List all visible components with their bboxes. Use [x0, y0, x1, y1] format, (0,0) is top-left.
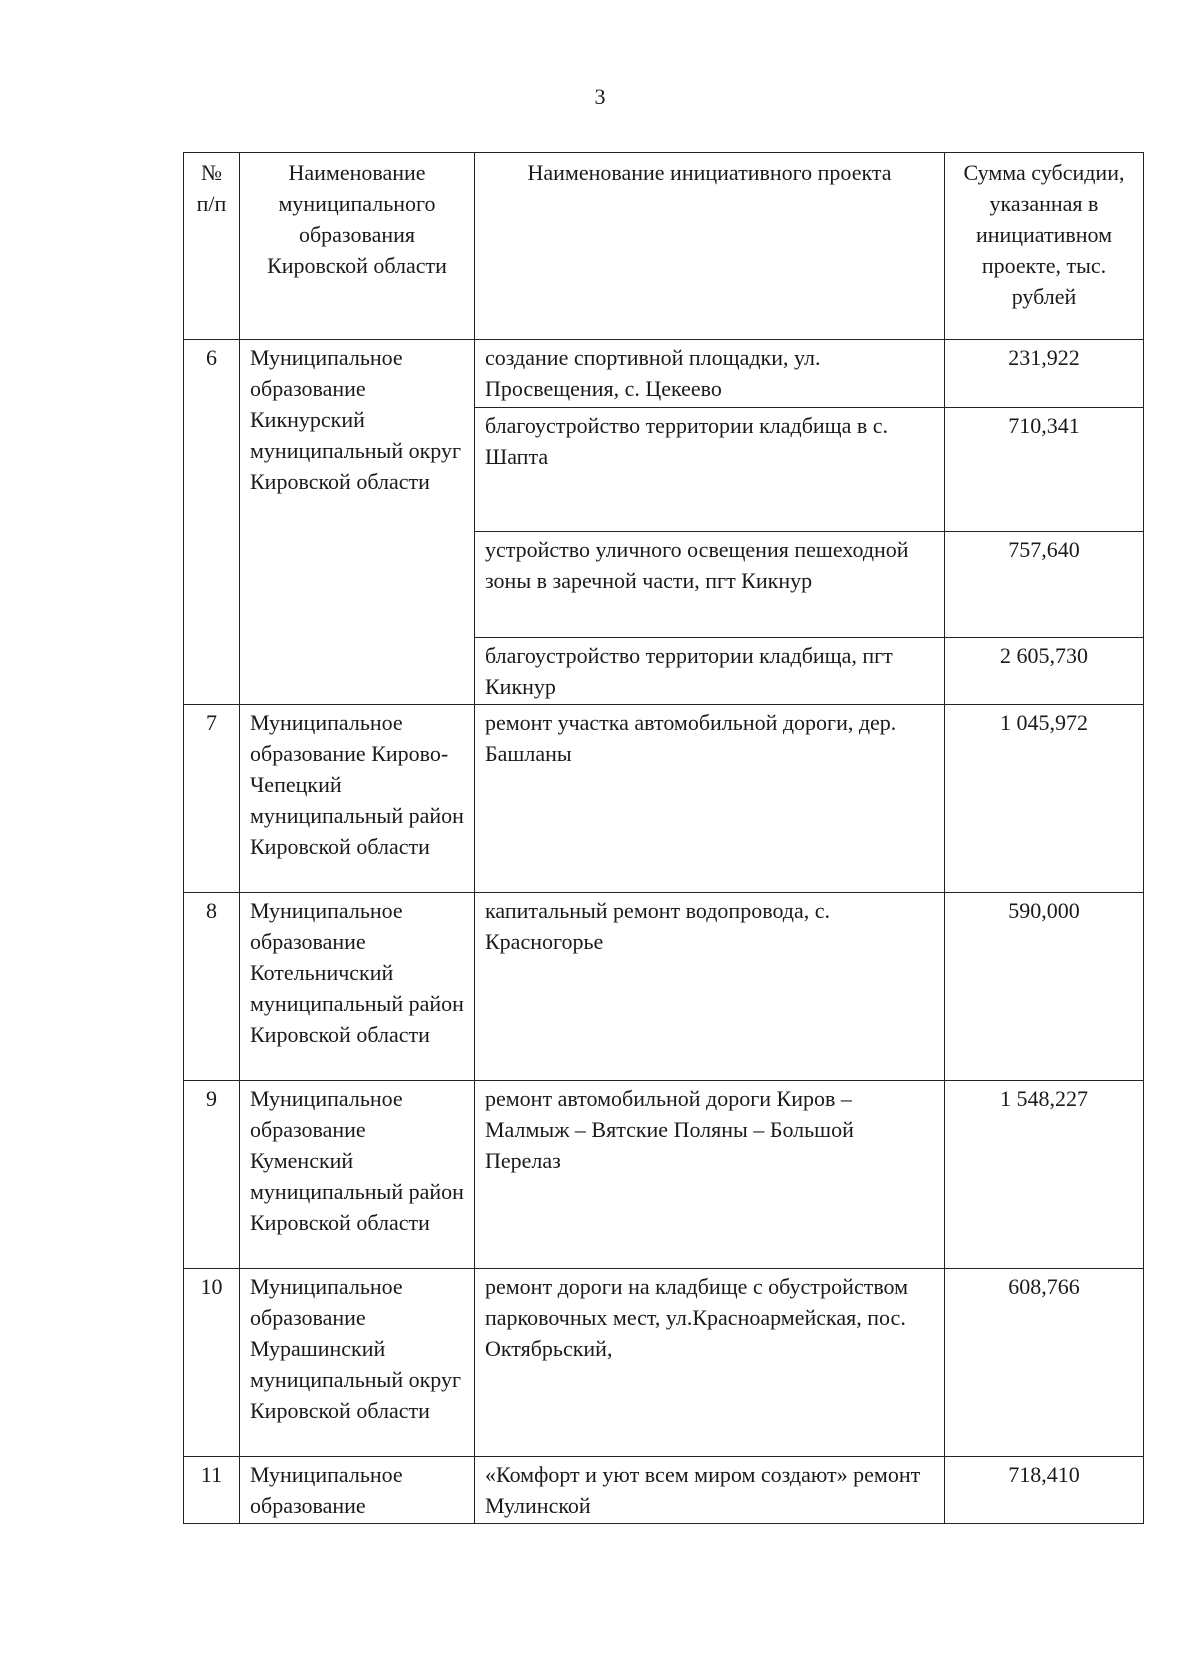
row-sum: 757,640 [945, 532, 1144, 638]
row-project: благоустройство территории кладбища в с. Шапта [475, 408, 945, 532]
row-project: создание спортивной площадки, ул. Просвещения, с. Цекеево [475, 340, 945, 408]
row-sum: 590,000 [945, 893, 1144, 1081]
row-sum: 1 045,972 [945, 705, 1144, 893]
row-municipality: Муниципальное образование Котельничский муниципальный район Кировской области [240, 893, 475, 1081]
row-municipality: Муниципальное образование Мурашинский муниципальный округ Кировской области [240, 1269, 475, 1457]
header-project: Наименование инициативного проекта [475, 153, 945, 340]
table-row [184, 1081, 1144, 1269]
row-num: 6 [184, 340, 240, 705]
row-num: 9 [184, 1081, 240, 1269]
row-num: 7 [184, 705, 240, 893]
row-sum: 710,341 [945, 408, 1144, 532]
row-sum: 2 605,730 [945, 638, 1144, 705]
row-project: ремонт участка автомобильной дороги, дер. Башланы [475, 705, 945, 893]
row-municipality: Муниципальное образование Кикнурский муниципальный округ Кировской области [240, 340, 475, 705]
row-num: 8 [184, 893, 240, 1081]
row-project: капитальный ремонт водопровода, с. Красногорье [475, 893, 945, 1081]
table-row [184, 1457, 1144, 1524]
row-project: «Комфорт и уют всем миром создают» ремонт Мулинской [475, 1457, 945, 1524]
page-number: 3 [594, 84, 606, 109]
row-sum: 718,410 [945, 1457, 1144, 1524]
row-sum: 608,766 [945, 1269, 1144, 1457]
row-num: 10 [184, 1269, 240, 1457]
table-row [184, 1269, 1144, 1457]
row-sum: 1 548,227 [945, 1081, 1144, 1269]
row-project: благоустройство территории кладбища, пгт Кикнур [475, 638, 945, 705]
table-header-row [184, 153, 1144, 340]
row-num: 11 [184, 1457, 240, 1524]
table-row [184, 340, 1144, 408]
row-municipality: Муниципальное образование Кирово-Чепецкий муниципальный район Кировской области [240, 705, 475, 893]
table-row [184, 705, 1144, 893]
row-municipality: Муниципальное образование Куменский муниципальный район Кировской области [240, 1081, 475, 1269]
header-sum: Сумма субсидии, указанная в инициативном проекте, тыс. рублей [945, 153, 1144, 340]
header-municipality: Наименование муниципального образования Кировской области [240, 153, 475, 340]
table-row [184, 893, 1144, 1081]
row-project: устройство уличного освещения пешеходной зоны в заречной части, пгт Кикнур [475, 532, 945, 638]
row-sum: 231,922 [945, 340, 1144, 408]
row-project: ремонт дороги на кладбище с обустройством парковочных мест, ул.Красноармейская, пос. Октябрьский, [475, 1269, 945, 1457]
row-project: ремонт автомобильной дороги Киров – Малмыж – Вятские Поляны – Большой Перелаз [475, 1081, 945, 1269]
row-municipality: Муниципальное образование [240, 1457, 475, 1524]
subsidy-table [183, 152, 1144, 1524]
header-num: № п/п [184, 153, 240, 340]
